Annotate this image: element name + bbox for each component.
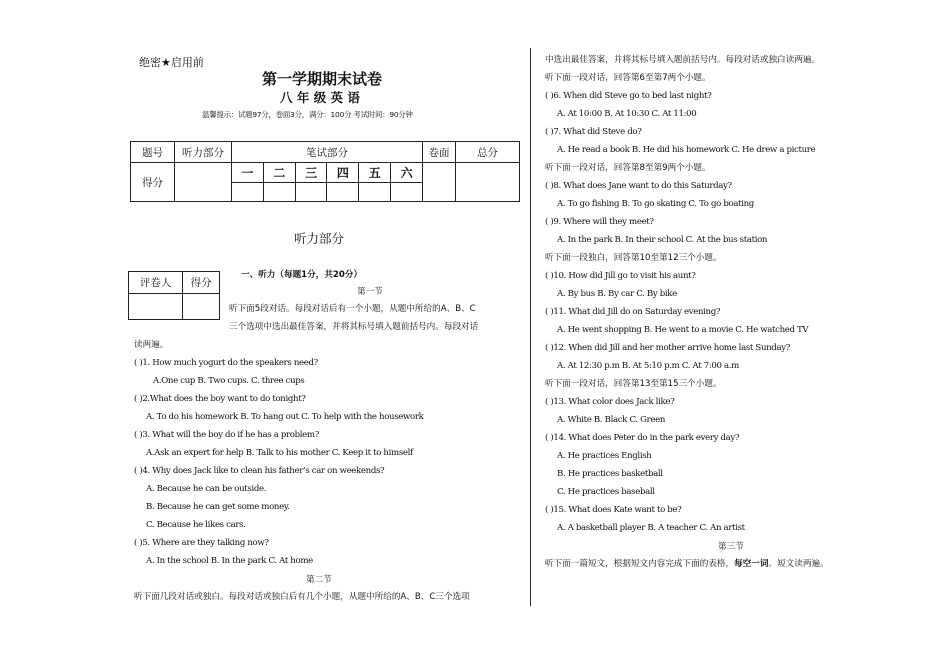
score-cell-part-5[interactable] <box>359 183 391 202</box>
score-row-label: 得分 <box>131 163 175 202</box>
answer-options-6: A. At 10:00 B. At 10:30 C. At 11:00 <box>557 109 697 119</box>
score-cell-part-4[interactable] <box>327 183 359 202</box>
answer-options-15: A. A basketball player B. A teacher C. An artist <box>557 523 745 533</box>
question-4: ( )4. Why does Jack like to clean his father’s car on weekends? <box>134 466 385 476</box>
question-5: ( )5. Where are they talking now? <box>134 538 269 548</box>
exam-title: 第一学期期末试卷 <box>262 70 383 88</box>
answer-option-14b: B. He practices basketball <box>557 469 663 479</box>
part1-heading: 一、听力（每题1分，共20分） <box>241 270 363 280</box>
part2-section-2: 第二节 <box>306 575 332 585</box>
part3-section-3: 第三节 <box>718 542 744 552</box>
grader-score-label: 得分 <box>183 272 220 294</box>
score-cell-part-6[interactable] <box>391 183 423 202</box>
part3-intro-bold: 每空一词 <box>734 559 769 569</box>
part3-intro-pre: 听下面一篇短文，根据短文内容完成下面的表格， <box>545 559 735 569</box>
answer-options-5: A. In the school B. In the park C. At home <box>146 556 313 566</box>
cue-8-9: 听下面一段对话，回答第8至第9两个小题。 <box>545 163 711 173</box>
score-header-neat: 卷面 <box>423 142 456 163</box>
score-header-total: 总分 <box>456 142 520 163</box>
part-label-4: 四 <box>327 163 359 183</box>
score-table <box>130 141 520 202</box>
score-header-num: 题号 <box>131 142 175 163</box>
answer-options-8: A. To go fishing B. To go skating C. To go boating <box>557 199 754 209</box>
part1-intro-line-3: 读两遍。 <box>134 340 169 350</box>
part2-intro-line-2: 中选出最佳答案，并将其标号填入题前括号内。每段对话或独白读两遍。 <box>545 55 821 65</box>
exam-tip: 温馨提示：试题97分，卷面3分，满分：100分 考试时间：90分钟 <box>202 110 413 119</box>
question-9: ( )9. Where will they meet? <box>545 217 654 227</box>
answer-options-1: A.One cup B. Two cups. C. three cups <box>153 376 305 386</box>
part-label-1: 一 <box>232 163 264 183</box>
part-label-2: 二 <box>263 163 295 183</box>
question-6: ( )6. When did Steve go to bed last night? <box>545 91 712 101</box>
question-7: ( )7. What did Steve do? <box>545 127 642 137</box>
part-label-6: 六 <box>391 163 423 183</box>
grader-score-cell[interactable] <box>183 294 220 320</box>
answer-options-2: A. To do his homework B. To hang out C. To help with the housework <box>146 412 424 422</box>
answer-option-4c: C. Because he likes cars. <box>146 520 246 530</box>
question-12: ( )12. When did Jill and her mother arrive home last Sunday? <box>545 343 790 353</box>
part-label-3: 三 <box>295 163 327 183</box>
part-label-5: 五 <box>359 163 391 183</box>
part1-section-1: 第一节 <box>357 287 383 297</box>
answer-options-11: A. He went shopping B. He went to a movie C. He watched TV <box>557 325 809 335</box>
answer-options-9: A. In the park B. In their school C. At the bus station <box>557 235 768 245</box>
part3-intro-post: 。短文读两遍。 <box>768 559 829 569</box>
answer-options-3: A.Ask an expert for help B. Talk to his mother C. Keep it to himself <box>146 448 413 458</box>
column-divider <box>530 48 531 606</box>
question-8: ( )8. What does Jane want to do this Saturday? <box>545 181 732 191</box>
score-cell-part-1[interactable] <box>232 183 264 202</box>
question-11: ( )11. What did Jill do on Saturday evening? <box>545 307 721 317</box>
part1-intro-line-2: 三个选项中选出最佳答案，并将其标号填入题前括号内。每段对话 <box>229 322 479 332</box>
secret-label: 绝密★启用前 <box>139 56 204 69</box>
score-header-listen: 听力部分 <box>175 142 232 163</box>
question-3: ( )3. What will the boy do if he has a problem? <box>134 430 319 440</box>
score-cell-listen[interactable] <box>175 163 232 202</box>
score-cell-total[interactable] <box>456 163 520 202</box>
question-14: ( )14. What does Peter do in the park every day? <box>545 433 740 443</box>
score-cell-neat[interactable] <box>423 163 456 202</box>
cue-10-12: 听下面一段独白，回答第10至第12三个小题。 <box>545 253 722 263</box>
question-1: ( )1. How much yogurt do the speakers need? <box>134 358 318 368</box>
answer-options-10: A. By bus B. By car C. By bike <box>557 289 677 299</box>
question-15: ( )15. What does Kate want to be? <box>545 505 682 515</box>
score-cell-part-3[interactable] <box>295 183 327 202</box>
grader-table <box>128 271 220 320</box>
answer-option-14c: C. He practices baseball <box>557 487 655 497</box>
answer-option-4b: B. Because he can get some money. <box>146 502 290 512</box>
answer-option-14a: A. He practices English <box>557 451 652 461</box>
grader-reviewer-label: 评卷人 <box>129 272 183 294</box>
answer-options-13: A. White B. Black C. Green <box>557 415 666 425</box>
part2-intro-line-1: 听下面几段对话或独白。每段对话或独白后有几个小题，从题中所给的A、B、C三个选项 <box>134 592 470 602</box>
answer-option-4a: A. Because he can be outside. <box>146 484 267 494</box>
part1-intro-line-1: 听下面5段对话。每段对话后有一个小题，从题中所给的A、B、C <box>229 304 476 314</box>
cue-13-15: 听下面一段对话，回答第13至第15三个小题。 <box>545 379 722 389</box>
question-10: ( )10. How did Jill go to visit his aunt? <box>545 271 696 281</box>
exam-subtitle: 八 年 级 英 语 <box>280 90 360 105</box>
score-header-written: 笔试部分 <box>232 142 423 163</box>
part3-intro <box>545 558 829 570</box>
grader-reviewer-cell[interactable] <box>129 294 183 320</box>
question-13: ( )13. What color does Jack like? <box>545 397 675 407</box>
answer-options-7: A. He read a book B. He did his homework C. He drew a picture <box>557 145 816 155</box>
cue-6-7: 听下面一段对话，回答第6至第7两个小题。 <box>545 73 711 83</box>
section-title: 听力部分 <box>294 231 345 246</box>
question-2: ( )2.What does the boy want to do tonight? <box>134 394 306 404</box>
score-cell-part-2[interactable] <box>263 183 295 202</box>
answer-options-12: A. At 12:30 p.m B. At 5:10 p.m C. At 7:00 a.m <box>557 361 739 371</box>
